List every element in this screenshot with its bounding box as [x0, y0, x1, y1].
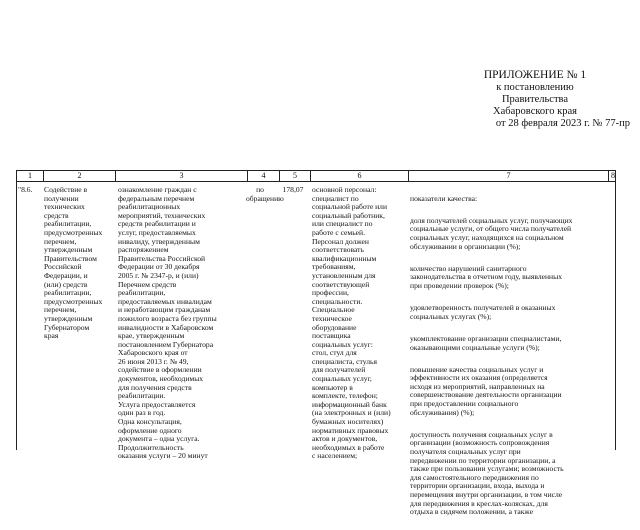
- government-line: Правительства: [501, 94, 569, 105]
- column-header-7: 7: [409, 171, 609, 181]
- quality-indicator: количество нарушений санитарного законодательства в отчетном году, выявленных при проведении проверок (%);: [410, 263, 563, 290]
- column-header-3: 3: [116, 171, 248, 181]
- resolution-line: к постановлению: [496, 82, 574, 93]
- column-header-6: 6: [311, 171, 409, 181]
- quality-indicator: доля получателей социальных услуг, получающих социальные услуги, от общего числа получателей социальных услуг, находящихся на социальном обслуживании в организации (%);: [410, 215, 573, 251]
- table-header-row: [16, 170, 616, 182]
- service-description: ознакомление граждан с федеральным перечнем реабилитационных мероприятий, технических средств реабилитации и услуг, предоставляемых инвалиду, утвержденным распоряжением Правительства Российской Федерации от 30 декабря 2005 г. № 2347-р, и (или) Перечнем средств реабилитации, предоставляемых инвалидам и неработающим гражданам пожилого возраста без группы инвалидности в Хабаровском крае, утвержденным постановлением Губернатора Хабаровского края от 26 июня 2013 г. № 49, содействие в оформлении документов, необходимых для получения средств реабилитации. Услуга предоставляется один раз в год. Одна консультация, оформление одного документа – одна услуга. Продолжительность оказания услуги – 20 минут: [118, 185, 217, 461]
- row-number: "8.6.: [18, 185, 33, 194]
- quality-indicator: удовлетворенность получателей в оказанных социальных услугах (%);: [410, 303, 556, 321]
- appendix-title: ПРИЛОЖЕНИЕ № 1: [483, 69, 587, 81]
- quality-indicator: повышение качества социальных услуг и эффективности их оказания (определяется исходя из мероприятий, направленных на совершенствование деятельности организации при предоставлении социального обслуживания) (%);: [410, 364, 562, 417]
- table-border: [615, 182, 616, 450]
- service-name: Содействие в получении технических средств реабилитации, предусмотренных перечнем, утвержденным Правительством Российской Федерации, и (или) средств реабилитации, предусмотренных перечнем, утвержденным Губернатором края: [44, 185, 103, 341]
- column-header-8: 8: [611, 171, 615, 180]
- quality-indicator: показатели качества:: [410, 193, 478, 203]
- column-header-5: 5: [280, 171, 311, 181]
- table-border: [16, 182, 17, 450]
- tariff-value: 178,07: [282, 185, 304, 194]
- column-header-4: 4: [248, 171, 280, 181]
- column-header-2: 2: [44, 171, 116, 181]
- unit-of-service: по обращению: [246, 185, 284, 203]
- quality-indicator: доступность получения социальных услуг в организации (возможность сопровождения получателя социальных услуг при передвижении по территории организации, а также при пользовании услугами; возможность для самостоятельного передвижения по территории организации, входа, выхода и перемещения внутри организации, в том числе для передвижения в креслах-колясках, для отдыха в сидячем положении, а также: [410, 429, 564, 517]
- appendix-header: [440, 68, 630, 130]
- quality-indicators: [410, 186, 610, 530]
- column-header-1: 1: [17, 171, 44, 181]
- service-conditions: основной персонал: специалист по социальной работе или социальный работник, или специалист по работе с семьей. Персонал должен соответствовать квалификационным требованиям, установленным для соответствующей профессии, специальности. Специальное техническое оборудование поставщика социальных услуг: стол, стул для специалиста, стулья для получателей социальных услуг, компьютер в комплекте, телефон; информационный банк (на электронных и (или) бумажных носителях) нормативных правовых актов и документов, необходимых в работе с населением;: [312, 185, 391, 461]
- quality-indicator: укомплектование организации специалистами, оказывающими социальные услуги (%);: [410, 333, 562, 352]
- region-line: Хабаровского края: [493, 106, 577, 117]
- date-number-line: от 28 февраля 2023 г. № 77-пр: [495, 118, 630, 129]
